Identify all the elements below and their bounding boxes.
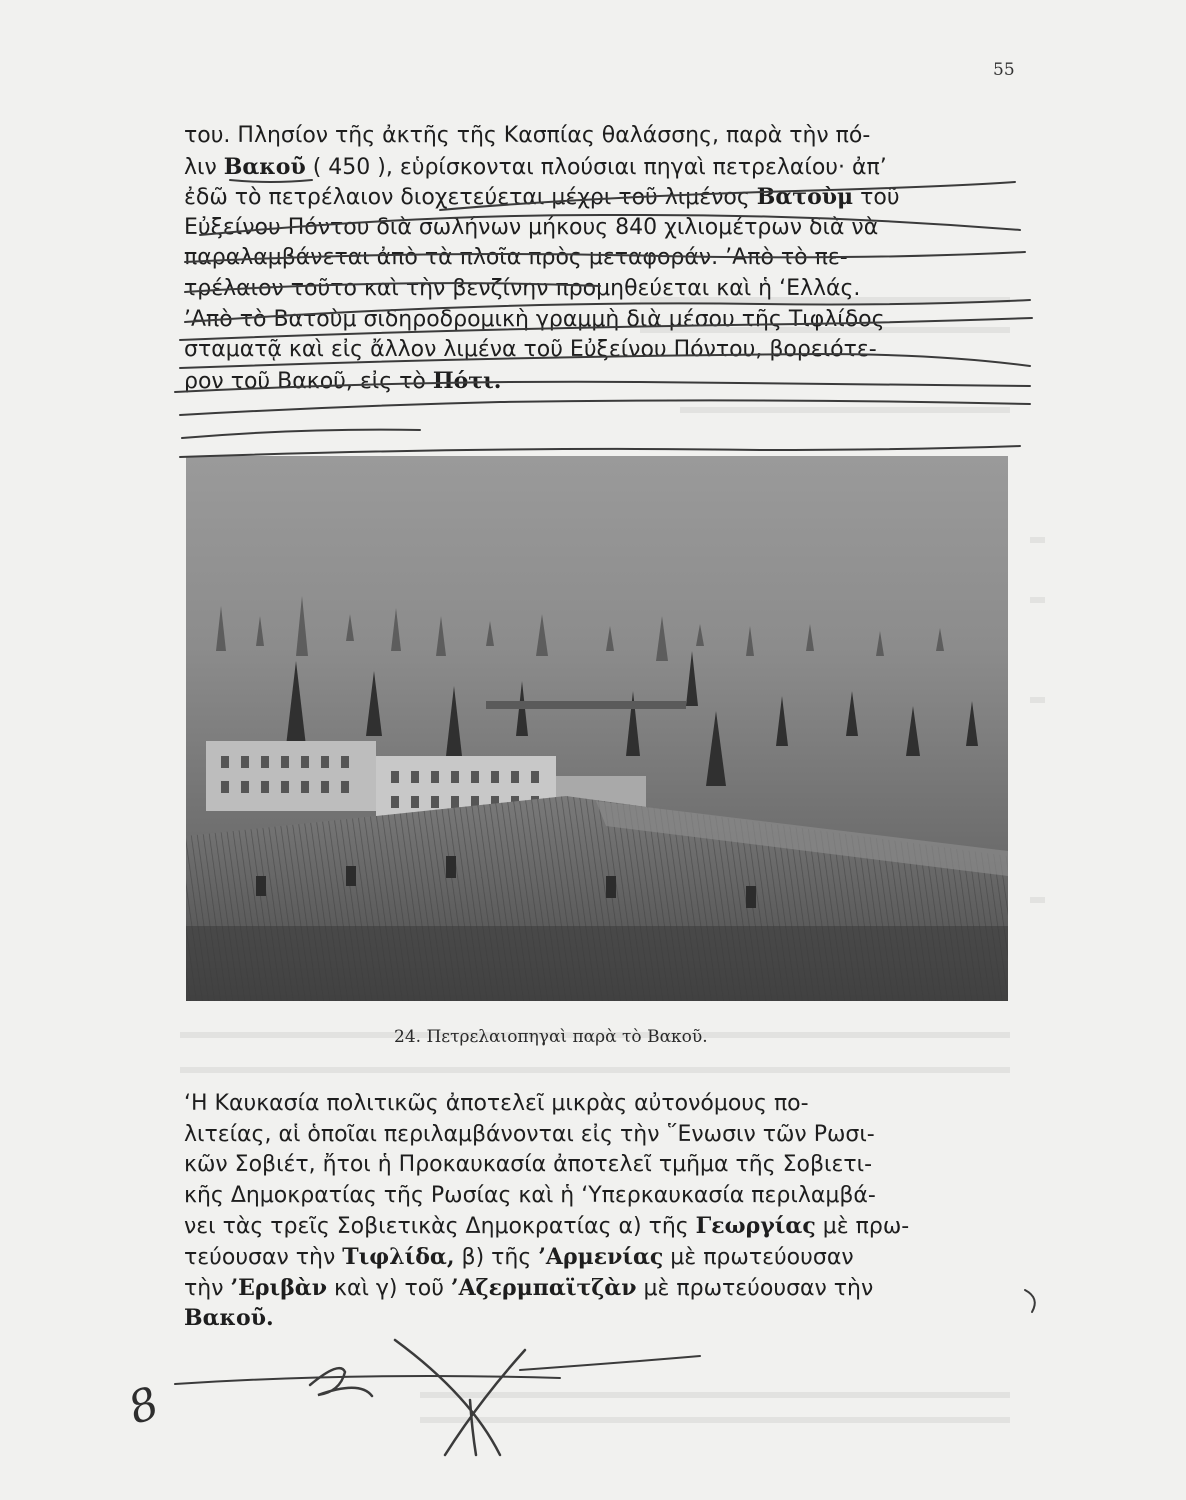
text-run: τοῦ <box>853 185 900 211</box>
oil-wells-photo <box>186 456 1008 1001</box>
text-line: του. Πλησίον τῆς ἀκτῆς τῆς Κασπίας θαλάσσης, παρὰ τὴν πό- <box>184 123 871 148</box>
text-line <box>184 182 1028 213</box>
bold-term: Βατοὺμ <box>756 184 854 211</box>
text-line <box>184 1303 1028 1334</box>
text-line: παραλαμβάνεται ἀπὸ τὰ πλοῖα πρὸς μεταφοράν. ’Απὸ τὸ πε- <box>184 245 848 271</box>
photo-illustration <box>186 456 1008 1001</box>
paragraph-oil-baku <box>184 121 1028 396</box>
text-run: β) τῆς <box>454 1244 539 1270</box>
photo-caption: 24. Πετρελαιοπηγαὶ παρὰ τὸ Βακοῦ. <box>394 1027 708 1047</box>
text-run: καὶ γ) τοῦ <box>327 1275 451 1301</box>
text-run: ἐδῶ τὸ πετρέλαιον διοχετεύεται μέχρι τοῦ λιμένος <box>184 185 757 211</box>
bold-term: ’Αρμενίας <box>538 1243 664 1270</box>
bold-term: Βακοῦ <box>223 153 306 180</box>
text-run: ρον τοῦ Βακοῦ, εἰς τὸ <box>184 368 433 394</box>
text-run: ( 450 ), εὑρίσκονται πλούσιαι πηγαὶ πετρελαίου· ἀπ’ <box>305 154 887 180</box>
text-run: μὲ πρω- <box>815 1214 910 1240</box>
pencil-scribble <box>310 1368 372 1396</box>
pencil-cross-stroke <box>470 1400 476 1455</box>
text-run: νει τὰς τρεῖς Σοβιετικὰς Δημοκρατίας α) τῆς <box>184 1214 696 1240</box>
text-line: ’Απὸ τὸ Βατοὺμ σιδηροδρομικὴ γραμμὴ διὰ μέσου τῆς Τιφλίδος <box>184 306 885 332</box>
bold-term: Γεωργίας <box>695 1213 816 1240</box>
text-line: κῶν Σοβιέτ, ἤτοι ἡ Προκαυκασία ἀποτελεῖ τμῆμα τῆς Σοβιετι- <box>184 1152 873 1178</box>
text-run: λιν <box>184 154 224 180</box>
text-line <box>184 1273 1028 1304</box>
text-run: τεύουσαν τὴν <box>184 1244 343 1270</box>
pencil-underline <box>182 430 420 438</box>
text-line <box>184 1242 1028 1273</box>
bold-term: ’Εριβὰν <box>230 1274 327 1301</box>
pencil-cross-stroke <box>445 1350 525 1455</box>
text-run: μὲ πρωτεύουσαν <box>663 1244 854 1270</box>
text-line: σταματᾷ καὶ εἰς ἄλλον λιμένα τοῦ Εὐξείνου Πόντου, βορειότε- <box>184 337 877 363</box>
bold-term: Τιφλίδα, <box>342 1243 455 1270</box>
pencil-cross-stroke <box>395 1340 500 1455</box>
text-line: κῆς Δημοκρατίας τῆς Ρωσίας καὶ ἡ ‘Υπερκαυκασία περιλαμβά- <box>184 1182 876 1208</box>
text-line: ‘Η Καυκασία πολιτικῶς ἀποτελεῖ μικρὰς αὐτονόμους πο- <box>184 1091 809 1116</box>
text-run: τὴν <box>184 1275 231 1301</box>
pencil-underline <box>175 1376 560 1384</box>
text-line <box>184 152 1028 183</box>
text-line: Εὐξείνου Πόντου διὰ σωλήνων μήκους 840 χιλιομέτρων διὰ νὰ <box>184 214 879 240</box>
page-number: 55 <box>993 60 1015 80</box>
handwritten-mark: 8 <box>121 1377 166 1435</box>
bold-term: ’Αζερμπαϊτζὰν <box>450 1274 637 1301</box>
text-line <box>184 366 1028 397</box>
text-line: τρέλαιον τοῦτο καὶ τὴν βενζίνην προμηθεύεται καὶ ἡ ‘Ελλάς. <box>184 275 861 301</box>
text-line <box>184 1211 1028 1242</box>
bold-term: Πότι. <box>432 367 502 394</box>
bold-term: Βακοῦ. <box>184 1305 274 1332</box>
paragraph-caucasus-politics <box>184 1089 1028 1334</box>
text-line: λιτείας, αἱ ὁποῖαι περιλαμβάνονται εἰς τὴν ῞Ενωσιν τῶν Ρωσι- <box>184 1121 875 1147</box>
pencil-underline <box>180 400 1030 415</box>
pencil-underline <box>520 1356 700 1370</box>
text-run: μὲ πρωτεύουσαν τὴν <box>636 1275 874 1301</box>
